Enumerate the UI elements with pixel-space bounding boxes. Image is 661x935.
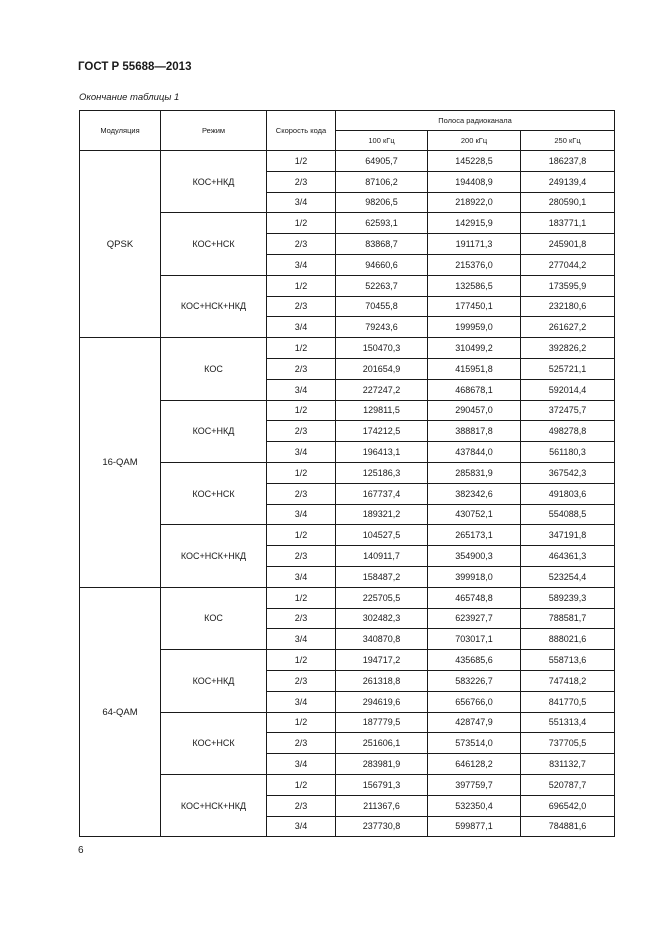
code-rate-cell: 1/2 (267, 275, 336, 296)
value-cell: 558713,6 (521, 650, 615, 671)
table-row (80, 400, 615, 421)
value-cell: 199959,0 (428, 317, 521, 338)
value-cell: 79243,6 (336, 317, 428, 338)
value-cell: 177450,1 (428, 296, 521, 317)
header-mode: Режим (161, 111, 267, 151)
header-band-100: 100 кГц (336, 131, 428, 151)
code-rate-cell: 3/4 (267, 254, 336, 275)
value-cell: 415951,8 (428, 358, 521, 379)
table-body (80, 151, 615, 837)
value-cell: 464361,3 (521, 546, 615, 567)
value-cell: 218922,0 (428, 192, 521, 213)
value-cell: 382342,6 (428, 483, 521, 504)
value-cell: 191171,3 (428, 234, 521, 255)
header-band-250: 250 кГц (521, 131, 615, 151)
value-cell: 232180,6 (521, 296, 615, 317)
code-rate-cell: 3/4 (267, 192, 336, 213)
code-rate-cell: 1/2 (267, 774, 336, 795)
value-cell: 265173,1 (428, 525, 521, 546)
code-rate-cell: 2/3 (267, 670, 336, 691)
value-cell: 372475,7 (521, 400, 615, 421)
code-rate-cell: 2/3 (267, 733, 336, 754)
code-rate-cell: 2/3 (267, 234, 336, 255)
header-band-200: 200 кГц (428, 131, 521, 151)
value-cell: 841770,5 (521, 691, 615, 712)
value-cell: 173595,9 (521, 275, 615, 296)
value-cell: 888021,6 (521, 629, 615, 650)
value-cell: 532350,4 (428, 795, 521, 816)
code-rate-cell: 3/4 (267, 317, 336, 338)
value-cell: 249139,4 (521, 171, 615, 192)
value-cell: 129811,5 (336, 400, 428, 421)
mode-cell: КОС+НСК (161, 462, 267, 524)
value-cell: 468678,1 (428, 379, 521, 400)
value-cell: 237730,8 (336, 816, 428, 837)
value-cell: 211367,6 (336, 795, 428, 816)
value-cell: 302482,3 (336, 608, 428, 629)
mode-cell: КОС+НКД (161, 400, 267, 462)
code-rate-cell: 1/2 (267, 213, 336, 234)
value-cell: 592014,4 (521, 379, 615, 400)
code-rate-cell: 2/3 (267, 608, 336, 629)
mode-cell: КОС+НСК+НКД (161, 275, 267, 337)
mode-cell: КОС+НКД (161, 650, 267, 712)
value-cell: 561180,3 (521, 442, 615, 463)
code-rate-cell: 3/4 (267, 691, 336, 712)
value-cell: 189321,2 (336, 504, 428, 525)
code-rate-cell: 1/2 (267, 650, 336, 671)
value-cell: 285831,9 (428, 462, 521, 483)
code-rate-cell: 1/2 (267, 587, 336, 608)
value-cell: 194408,9 (428, 171, 521, 192)
value-cell: 788581,7 (521, 608, 615, 629)
value-cell: 150470,3 (336, 338, 428, 359)
value-cell: 498278,8 (521, 421, 615, 442)
document-header: ГОСТ Р 55688—2013 (78, 61, 192, 73)
value-cell: 280590,1 (521, 192, 615, 213)
value-cell: 64905,7 (336, 151, 428, 172)
value-cell: 354900,3 (428, 546, 521, 567)
value-cell: 215376,0 (428, 254, 521, 275)
table-row (80, 213, 615, 234)
table-row (80, 650, 615, 671)
mode-cell: КОС (161, 587, 267, 649)
value-cell: 392826,2 (521, 338, 615, 359)
table-caption: Окончание таблицы 1 (79, 92, 180, 103)
value-cell: 435685,6 (428, 650, 521, 671)
code-rate-cell: 1/2 (267, 525, 336, 546)
table-row (80, 151, 615, 172)
value-cell: 623927,7 (428, 608, 521, 629)
value-cell: 201654,9 (336, 358, 428, 379)
value-cell: 784881,6 (521, 816, 615, 837)
value-cell: 52263,7 (336, 275, 428, 296)
value-cell: 367542,3 (521, 462, 615, 483)
table-row (80, 712, 615, 733)
mode-cell: КОС (161, 338, 267, 400)
value-cell: 388817,8 (428, 421, 521, 442)
value-cell: 140911,7 (336, 546, 428, 567)
value-cell: 347191,8 (521, 525, 615, 546)
value-cell: 145228,5 (428, 151, 521, 172)
code-rate-cell: 1/2 (267, 712, 336, 733)
value-cell: 183771,1 (521, 213, 615, 234)
value-cell: 340870,8 (336, 629, 428, 650)
code-rate-cell: 1/2 (267, 338, 336, 359)
value-cell: 125186,3 (336, 462, 428, 483)
value-cell: 696542,0 (521, 795, 615, 816)
value-cell: 397759,7 (428, 774, 521, 795)
code-rate-cell: 3/4 (267, 629, 336, 650)
value-cell: 142915,9 (428, 213, 521, 234)
value-cell: 599877,1 (428, 816, 521, 837)
code-rate-cell: 3/4 (267, 442, 336, 463)
code-rate-cell: 3/4 (267, 504, 336, 525)
value-cell: 646128,2 (428, 754, 521, 775)
value-cell: 187779,5 (336, 712, 428, 733)
code-rate-cell: 2/3 (267, 296, 336, 317)
value-cell: 703017,1 (428, 629, 521, 650)
code-rate-cell: 1/2 (267, 151, 336, 172)
modulation-cell: 16-QAM (80, 338, 161, 588)
value-cell: 520787,7 (521, 774, 615, 795)
value-cell: 656766,0 (428, 691, 521, 712)
value-cell: 277044,2 (521, 254, 615, 275)
value-cell: 132586,5 (428, 275, 521, 296)
value-cell: 70455,8 (336, 296, 428, 317)
value-cell: 589239,3 (521, 587, 615, 608)
code-rate-cell: 2/3 (267, 795, 336, 816)
value-cell: 583226,7 (428, 670, 521, 691)
table-row (80, 774, 615, 795)
value-cell: 523254,4 (521, 566, 615, 587)
value-cell: 430752,1 (428, 504, 521, 525)
code-rate-cell: 3/4 (267, 816, 336, 837)
value-cell: 251606,1 (336, 733, 428, 754)
value-cell: 87106,2 (336, 171, 428, 192)
code-rate-cell: 3/4 (267, 754, 336, 775)
value-cell: 491803,6 (521, 483, 615, 504)
code-rate-cell: 2/3 (267, 421, 336, 442)
page-number: 6 (78, 845, 84, 856)
value-cell: 261627,2 (521, 317, 615, 338)
modulation-cell: 64-QAM (80, 587, 161, 837)
value-cell: 290457,0 (428, 400, 521, 421)
value-cell: 261318,8 (336, 670, 428, 691)
table-row (80, 462, 615, 483)
value-cell: 554088,5 (521, 504, 615, 525)
value-cell: 62593,1 (336, 213, 428, 234)
value-cell: 551313,4 (521, 712, 615, 733)
value-cell: 186237,8 (521, 151, 615, 172)
value-cell: 227247,2 (336, 379, 428, 400)
table-row (80, 525, 615, 546)
value-cell: 83868,7 (336, 234, 428, 255)
code-rate-cell: 2/3 (267, 358, 336, 379)
value-cell: 98206,5 (336, 192, 428, 213)
data-table (79, 110, 615, 837)
header-code-rate: Скорость кода (267, 111, 336, 151)
value-cell: 428747,9 (428, 712, 521, 733)
value-cell: 737705,5 (521, 733, 615, 754)
value-cell: 573514,0 (428, 733, 521, 754)
value-cell: 104527,5 (336, 525, 428, 546)
value-cell: 194717,2 (336, 650, 428, 671)
value-cell: 196413,1 (336, 442, 428, 463)
value-cell: 167737,4 (336, 483, 428, 504)
mode-cell: КОС+НСК+НКД (161, 525, 267, 587)
code-rate-cell: 2/3 (267, 483, 336, 504)
code-rate-cell: 3/4 (267, 566, 336, 587)
value-cell: 225705,5 (336, 587, 428, 608)
mode-cell: КОС+НСК (161, 213, 267, 275)
value-cell: 283981,9 (336, 754, 428, 775)
value-cell: 747418,2 (521, 670, 615, 691)
modulation-cell: QPSK (80, 151, 161, 338)
value-cell: 174212,5 (336, 421, 428, 442)
value-cell: 156791,3 (336, 774, 428, 795)
value-cell: 158487,2 (336, 566, 428, 587)
value-cell: 94660,6 (336, 254, 428, 275)
code-rate-cell: 2/3 (267, 171, 336, 192)
value-cell: 310499,2 (428, 338, 521, 359)
header-bandwidth: Полоса радиоканала (336, 111, 615, 131)
value-cell: 525721,1 (521, 358, 615, 379)
mode-cell: КОС+НСК+НКД (161, 774, 267, 836)
code-rate-cell: 2/3 (267, 546, 336, 567)
table-row (80, 587, 615, 608)
table-row (80, 275, 615, 296)
table-row (80, 338, 615, 359)
header-modulation: Модуляция (80, 111, 161, 151)
value-cell: 294619,6 (336, 691, 428, 712)
code-rate-cell: 3/4 (267, 379, 336, 400)
value-cell: 465748,8 (428, 587, 521, 608)
mode-cell: КОС+НСК (161, 712, 267, 774)
mode-cell: КОС+НКД (161, 151, 267, 213)
table-header (80, 111, 615, 151)
code-rate-cell: 1/2 (267, 400, 336, 421)
code-rate-cell: 1/2 (267, 462, 336, 483)
value-cell: 399918,0 (428, 566, 521, 587)
value-cell: 437844,0 (428, 442, 521, 463)
value-cell: 245901,8 (521, 234, 615, 255)
value-cell: 831132,7 (521, 754, 615, 775)
